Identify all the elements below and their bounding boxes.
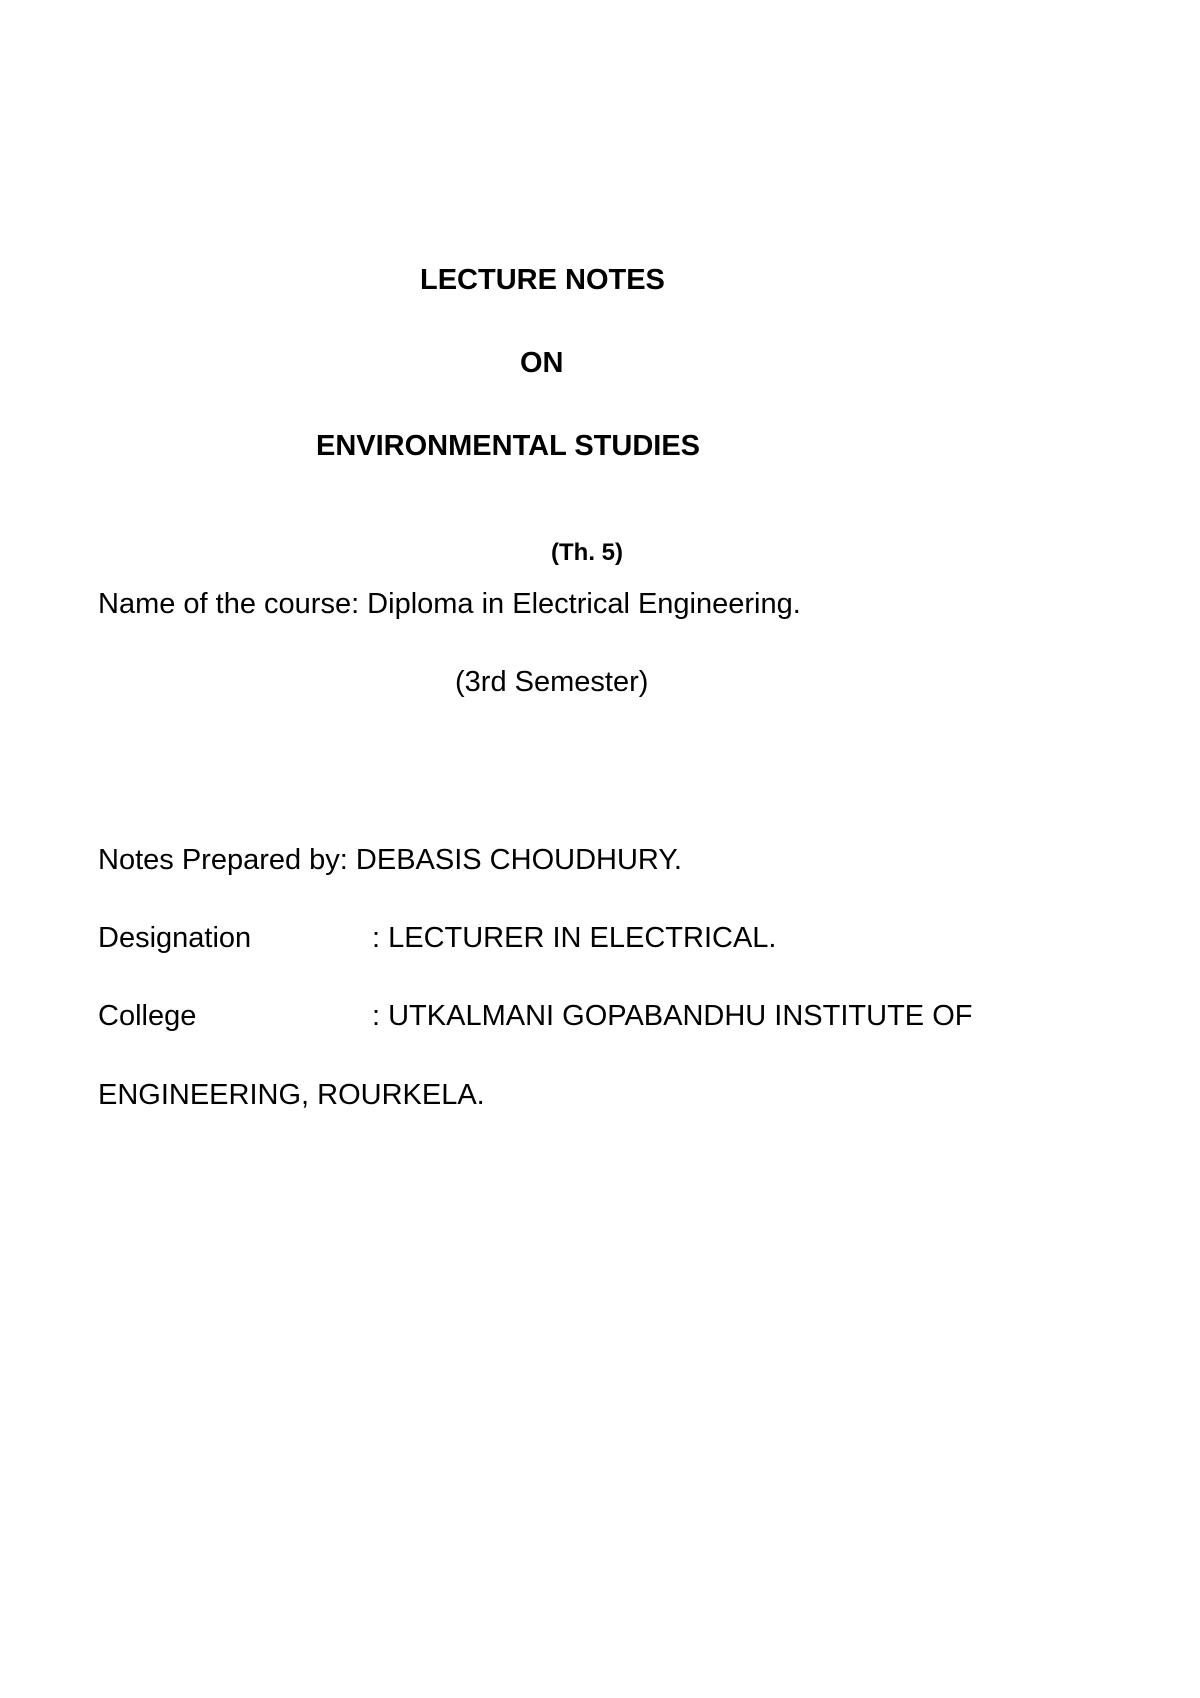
college-value: : UTKALMANI GOPABANDHU INSTITUTE OF bbox=[372, 1000, 973, 1032]
title-line-2: ON bbox=[520, 347, 564, 379]
course-name: Name of the course: Diploma in Electrical Engineering. bbox=[98, 588, 801, 620]
designation-value: : LECTURER IN ELECTRICAL. bbox=[372, 922, 777, 954]
college-value-continued: ENGINEERING, ROURKELA. bbox=[98, 1079, 485, 1111]
title-line-3: ENVIRONMENTAL STUDIES bbox=[316, 430, 701, 462]
course-code: (Th. 5) bbox=[551, 539, 623, 566]
prepared-by: Notes Prepared by: DEBASIS CHOUDHURY. bbox=[98, 844, 682, 876]
college-label: College bbox=[98, 1000, 197, 1032]
semester: (3rd Semester) bbox=[455, 666, 649, 698]
designation-label: Designation bbox=[98, 922, 252, 954]
title-line-1: LECTURE NOTES bbox=[420, 264, 665, 296]
